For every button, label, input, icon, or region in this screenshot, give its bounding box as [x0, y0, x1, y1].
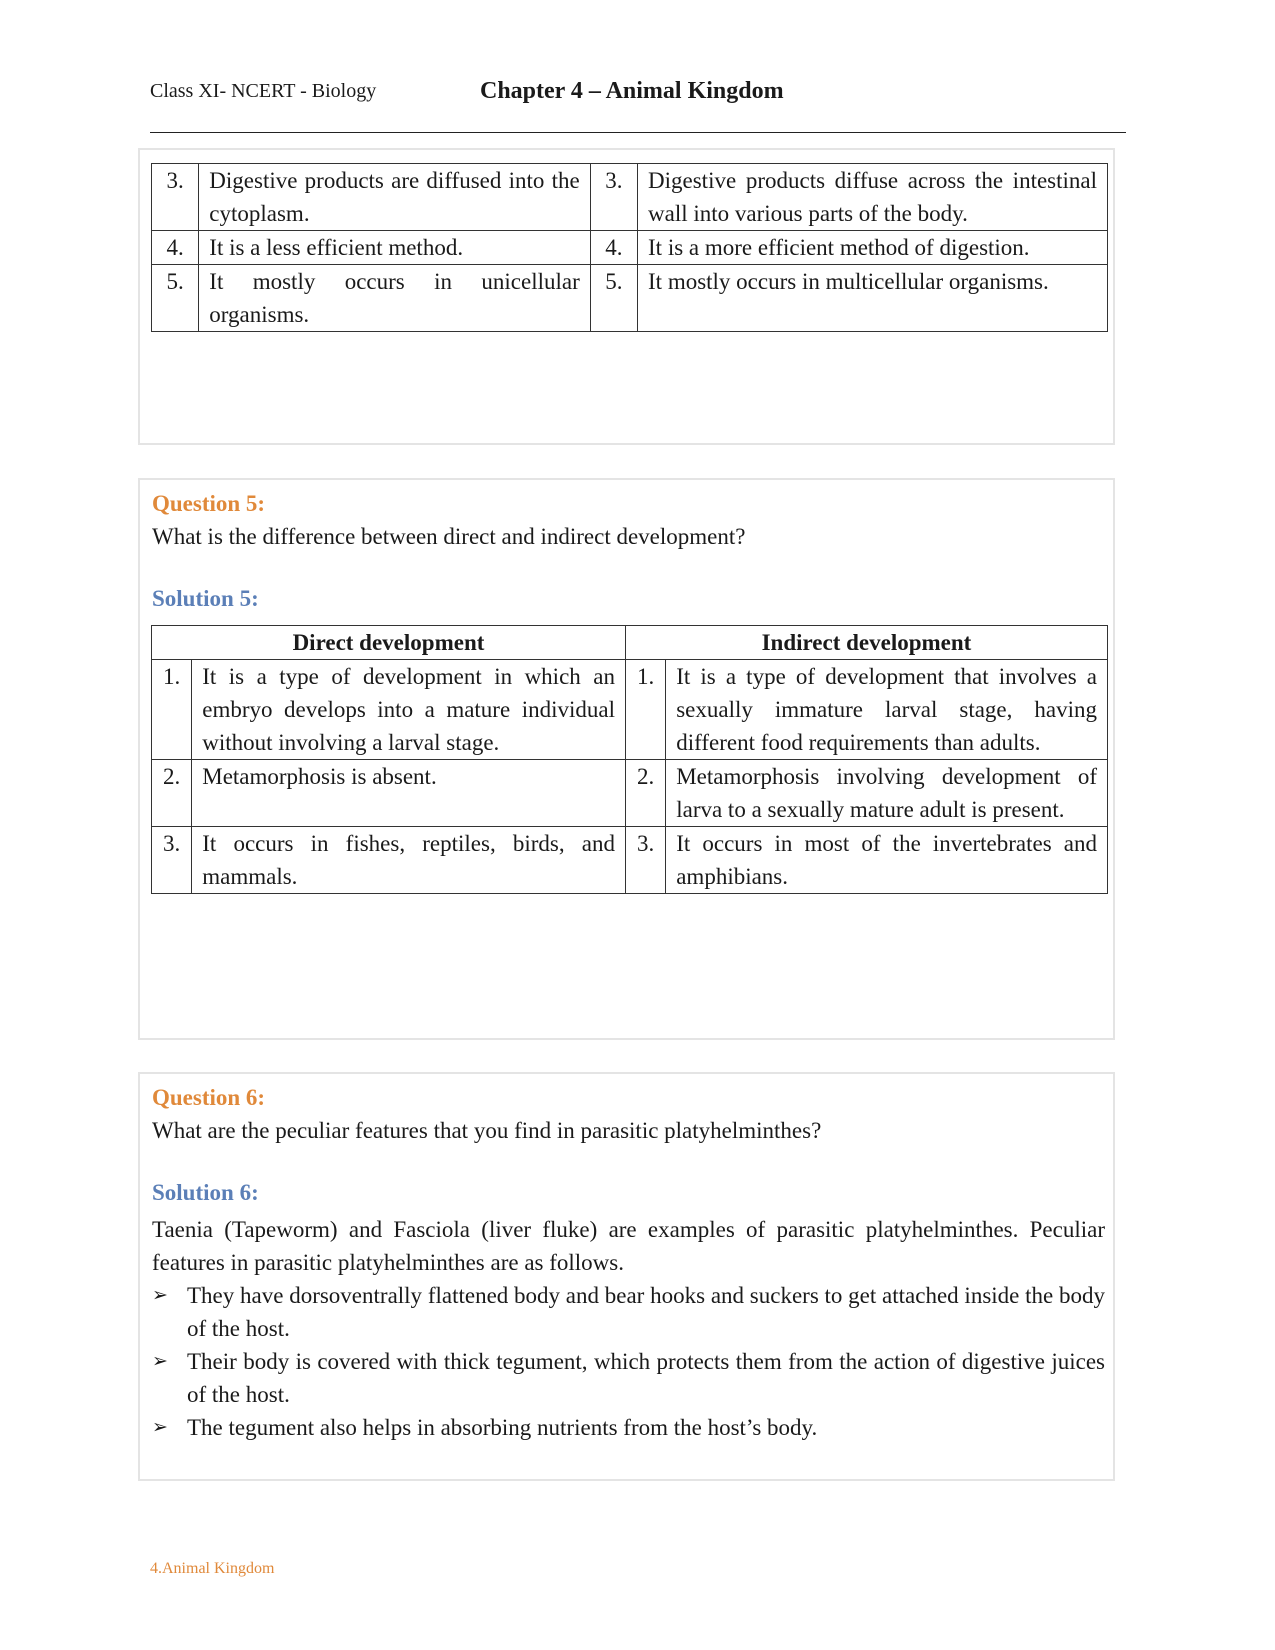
table-cell: It mostly occurs in unicellular organisms. [199, 265, 590, 332]
question-6-card [138, 1072, 1115, 1481]
table-cell: It is a type of development that involves a sexually immature larval stage, having different food requirements than adults. [666, 660, 1108, 760]
development-comparison-table [151, 625, 1108, 894]
table-cell: It occurs in fishes, reptiles, birds, and mammals. [192, 827, 626, 894]
table-cell: It is a type of development in which an embryo develops into a mature individual without involving a larval stage. [192, 660, 626, 760]
column-header-direct: Direct development [152, 626, 626, 660]
arrow-bullet-icon: ➢ [152, 1350, 168, 1372]
row-number: 4. [590, 231, 637, 265]
row-number: 5. [152, 265, 199, 332]
table-row [152, 660, 1108, 760]
digestion-comparison-table [151, 163, 1108, 332]
row-number: 1. [625, 660, 665, 760]
table-cell: It is a more efficient method of digestion. [638, 231, 1108, 265]
row-number: 3. [152, 827, 192, 894]
list-item [152, 1279, 1105, 1345]
page-header [150, 78, 1126, 133]
table-row [152, 265, 1108, 332]
list-item-text: Their body is covered with thick tegument, which protects them from the action of digestive juices of the host. [187, 1349, 1105, 1407]
solution-intro: Taenia (Tapeworm) and Fasciola (liver fluke) are examples of parasitic platyhelminthes. Peculiar features in parasitic platyhelminthes are as follows. [152, 1217, 1105, 1275]
table-row [152, 231, 1108, 265]
question-label: Question 6: [152, 1085, 266, 1110]
table-row [152, 827, 1108, 894]
row-number: 1. [152, 660, 192, 760]
row-number: 2. [152, 760, 192, 827]
table-row [152, 760, 1108, 827]
column-header-indirect: Indirect development [625, 626, 1107, 660]
row-number: 2. [625, 760, 665, 827]
question-text: What is the difference between direct and indirect development? [152, 524, 746, 549]
list-item-text: The tegument also helps in absorbing nutrients from the host’s body. [187, 1415, 818, 1440]
feature-list [152, 1279, 1105, 1444]
table-cell: It mostly occurs in multicellular organisms. [638, 265, 1108, 332]
question-label: Question 5: [152, 491, 266, 516]
arrow-bullet-icon: ➢ [152, 1284, 168, 1306]
table-cell: Digestive products diffuse across the intestinal wall into various parts of the body. [638, 164, 1108, 231]
list-item [152, 1345, 1105, 1411]
chapter-title: Chapter 4 – Animal Kingdom [480, 78, 784, 104]
class-label: Class XI- NCERT - Biology [150, 80, 377, 102]
list-item-text: They have dorsoventrally flattened body and bear hooks and suckers to get attached inside the body of the host. [187, 1283, 1105, 1341]
table-cell: It occurs in most of the invertebrates and amphibians. [666, 827, 1108, 894]
row-number: 5. [590, 265, 637, 332]
list-item [152, 1411, 1105, 1444]
table-cell: Metamorphosis involving development of larva to a sexually mature adult is present. [666, 760, 1108, 827]
page-footer: 4.Animal Kingdom [150, 1560, 275, 1577]
table-header-row [152, 626, 1108, 660]
table-cell: Metamorphosis is absent. [192, 760, 626, 827]
row-number: 4. [152, 231, 199, 265]
row-number: 3. [625, 827, 665, 894]
question-5-card [138, 478, 1115, 1040]
row-number: 3. [590, 164, 637, 231]
solution-label: Solution 5: [152, 586, 259, 611]
solution-4-continued-card [138, 148, 1115, 445]
row-number: 3. [152, 164, 199, 231]
arrow-bullet-icon: ➢ [152, 1416, 168, 1438]
table-row [152, 164, 1108, 231]
table-cell: It is a less efficient method. [199, 231, 590, 265]
table-cell: Digestive products are diffused into the cytoplasm. [199, 164, 590, 231]
question-text: What are the peculiar features that you find in parasitic platyhelminthes? [152, 1118, 822, 1143]
solution-label: Solution 6: [152, 1180, 259, 1205]
